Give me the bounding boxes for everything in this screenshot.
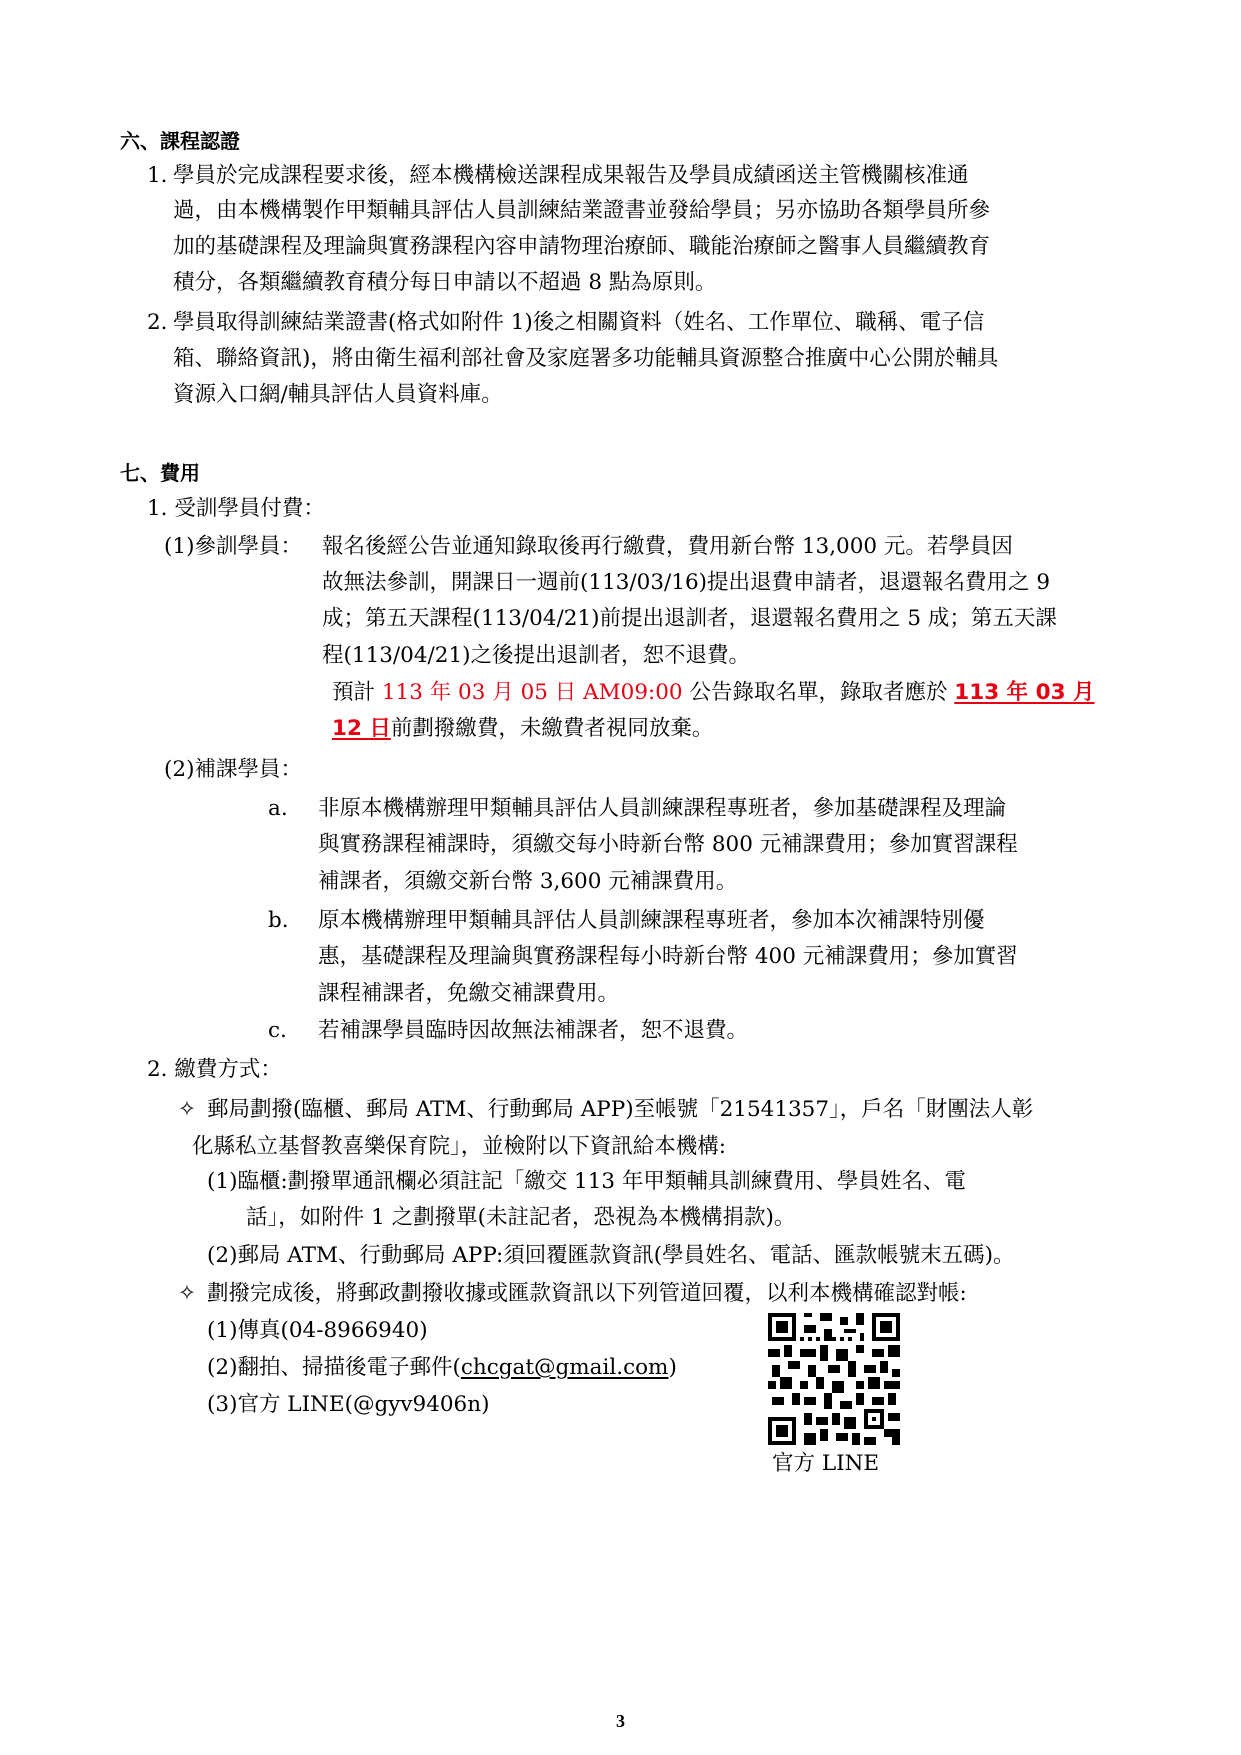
email-contact [207,1355,677,1381]
notice-line [332,680,1095,706]
list-marker: b. [268,908,289,933]
paragraph-line: 化縣私立基督教喜樂保育院」，並檢附以下資訊給本機構: [192,1134,726,1159]
list-marker: c. [268,1018,287,1043]
paragraph-line: 課程補課者，免繳交補課費用。 [318,981,620,1006]
paragraph-line: 加的基礎課程及理論與實務課程內容申請物理治療師、職能治療師之醫事人員繼續教育 [173,234,991,259]
sub-label: (2)補課學員： [164,757,302,782]
fax-contact: (1)傳真(04-8966940) [207,1318,428,1343]
paragraph-line: (1)臨櫃:劃撥單通訊欄必須註記「繳交 113 年甲類輔具訓練費用、學員姓名、電 [207,1169,966,1194]
list-marker: a. [268,796,288,821]
payment-deadline: 113 年 03 月 [954,680,1095,705]
paragraph-line: 原本機構辦理甲類輔具評估人員訓練課程專班者，參加本次補課特別優 [318,908,985,933]
paragraph-line: 補課者，須繳交新台幣 3,600 元補課費用。 [318,869,738,894]
sub-label: (1)參訓學員： [164,534,302,559]
announcement-date: 113 年 03 月 05 日 AM09:00 [381,680,683,705]
paragraph-line: 積分，各類繼續教育積分每日申請以不超過 8 點為原則。 [173,270,717,295]
paragraph-line: 報名後經公告並通知錄取後再行繳費，費用新台幣 13,000 元。若學員因 [322,534,1013,559]
list-marker: 2. [147,310,168,335]
paragraph-line: 學員取得訓練結業證書(格式如附件 1)後之相關資料（姓名、工作單位、職稱、電子信 [173,310,985,335]
section-7-heading: 七、費用 [120,461,200,485]
paragraph-line: 學員於完成課程要求後，經本機構檢送課程成果報告及學員成績函送主管機關核准通 [173,163,969,188]
paragraph-line: 故無法參訓，開課日一週前(113/03/16)提出退費申請者，退還報名費用之 9 [322,570,1051,595]
paragraph-line: 郵局劃撥(臨櫃、郵局 ATM、行動郵局 APP)至帳號「21541357」，戶名「財團法人彰 [207,1097,1034,1122]
notice-text: 前劃撥繳費，未繳費者視同放棄。 [390,716,714,741]
paragraph-line: 資源入口網/輔具評估人員資料庫。 [173,382,503,407]
paragraph-line: 劃撥完成後，將郵政劃撥收據或匯款資訊以下列管道回覆，以利本機構確認對帳: [207,1281,967,1306]
notice-text: 預計 [332,680,382,705]
email-label: ) [668,1355,677,1380]
bullet-icon: ✧ [178,1281,197,1306]
paragraph-line: 成；第五天課程(113/04/21)前提出退訓者，退還報名費用之 5 成；第五天課 [322,606,1057,631]
paragraph-line: 話」，如附件 1 之劃撥單(未註記者，恐視為本機構捐款)。 [246,1205,796,1230]
paragraph-line: 若補課學員臨時因故無法補課者，恕不退費。 [318,1018,749,1043]
line-contact: (3)官方 LINE(@gyv9406n) [207,1392,490,1417]
notice-line [332,716,713,742]
paragraph-line: 與實務課程補課時，須繳交每小時新台幣 800 元補課費用；參加實習課程 [318,832,1018,857]
subsection-label: 1. 受訓學員付費： [147,496,325,521]
subsection-label: 2. 繳費方式： [147,1057,282,1082]
paragraph-line: 惠，基礎課程及理論與實務課程每小時新台幣 400 元補課費用；參加實習 [318,944,1018,969]
page-number: 3 [616,1711,625,1731]
paragraph-line: 箱、聯絡資訊)，將由衛生福利部社會及家庭署多功能輔具資源整合推廣中心公開於輔具 [173,346,999,371]
paragraph-line: (2)郵局 ATM、行動郵局 APP:須回覆匯款資訊(學員姓名、電話、匯款帳號末五碼)。 [207,1243,1015,1268]
notice-text: 公告錄取名單，錄取者應於 [682,680,955,705]
list-marker: 1. [147,163,168,188]
email-link[interactable]: chcgat@gmail.com [460,1355,669,1380]
qr-caption: 官方 LINE [772,1451,880,1476]
paragraph-line: 非原本機構辦理甲類輔具評估人員訓練課程專班者，參加基礎課程及理論 [318,796,1007,821]
paragraph-line: 過，由本機構製作甲類輔具評估人員訓練結業證書並發給學員；另亦協助各類學員所參 [173,198,991,223]
paragraph-line: 程(113/04/21)之後提出退訓者，恕不退費。 [322,643,751,668]
payment-deadline: 12 日 [332,716,391,741]
section-6-heading: 六、課程認證 [120,129,240,153]
line-qr-code-icon [768,1313,900,1445]
email-label: (2)翻拍、掃描後電子郵件( [207,1355,461,1380]
bullet-icon: ✧ [178,1097,197,1122]
